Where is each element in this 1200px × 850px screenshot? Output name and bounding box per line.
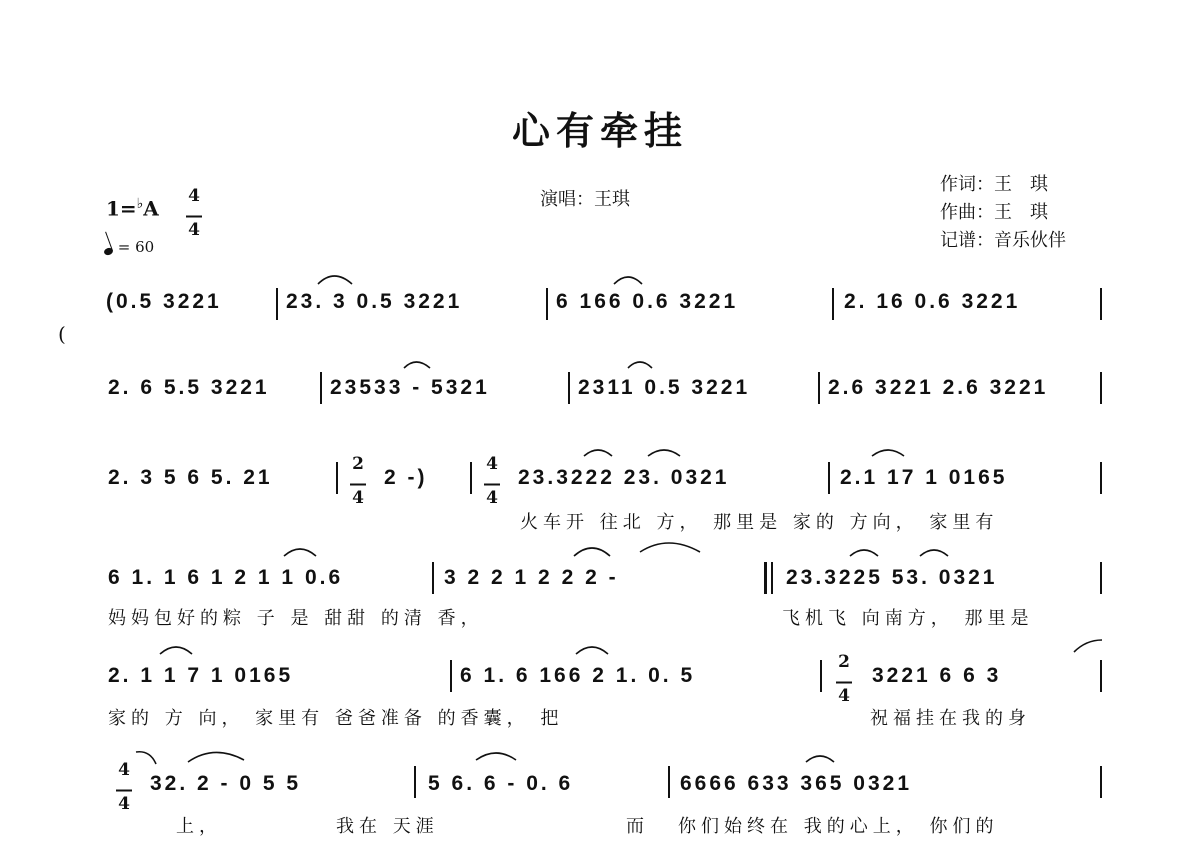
bar-line xyxy=(832,288,834,320)
slur-arc xyxy=(628,362,652,368)
row5-measure1: 2. 1 1 7 1 0165 xyxy=(108,664,294,687)
row6-measure2: 5 6. 6 - 0. 6 xyxy=(428,772,574,795)
bar-line xyxy=(568,372,570,404)
quarter-note-icon xyxy=(103,247,114,257)
song-title: 心有牵挂 xyxy=(511,108,688,153)
bar-line xyxy=(1100,766,1102,798)
slur-arc xyxy=(648,450,680,456)
slur-arc xyxy=(850,550,878,556)
transcriber-credit: 记谱：音乐伙伴 xyxy=(940,230,1066,251)
row5-time-sig xyxy=(836,654,852,705)
bar-line xyxy=(432,562,434,594)
tempo-marking xyxy=(104,238,154,256)
time-top: 4 xyxy=(188,186,200,206)
row4-measure1: 6 1. 1 6 1 2 1 1 0.6 xyxy=(108,566,344,589)
row6-lyrics-4: 你们始终在 我的心上， 你们的 xyxy=(678,816,999,837)
bar-line xyxy=(414,766,416,798)
bar-line xyxy=(1100,372,1102,404)
row6-lyrics-3: 而 xyxy=(626,816,649,837)
slur-arc xyxy=(574,548,610,556)
bar-line xyxy=(828,462,830,494)
slur-arc xyxy=(404,362,430,368)
slur-arc xyxy=(476,753,516,760)
slur-arc xyxy=(806,756,834,762)
slur-arc xyxy=(614,277,642,284)
row3-measure1: 2. 3 5 6 5. 21 xyxy=(108,466,273,489)
bar-line xyxy=(1100,462,1102,494)
time-bottom: 4 xyxy=(118,794,130,814)
row5-lyrics-2: 祝福挂在我的身 xyxy=(870,708,1031,729)
stray-parenthesis: ( xyxy=(58,322,66,346)
time-divider xyxy=(116,789,132,792)
time-divider xyxy=(186,215,202,218)
bar-line xyxy=(820,660,822,692)
bar-line xyxy=(668,766,670,798)
row3-time-sig-1 xyxy=(350,456,366,507)
bar-line xyxy=(546,288,548,320)
flat-sign: ♭ xyxy=(136,196,144,212)
row5-lyrics-1: 家的 方 向， 家里有 爸爸准备 的香囊， 把 xyxy=(108,708,564,729)
row5-measure2: 6 1. 6 166 2 1. 0. 5 xyxy=(460,664,696,687)
row2-measure4: 2.6 3221 2.6 3221 xyxy=(828,376,1049,399)
row1-measure4: 2. 16 0.6 3221 xyxy=(844,290,1021,313)
row3-measure2: 2 -) xyxy=(384,466,428,489)
time-bottom: 4 xyxy=(838,686,850,706)
row4-measure2: 3 2 2 1 2 2 2 - xyxy=(444,566,619,589)
row2-measure2: 23533 - 5321 xyxy=(330,376,490,399)
bar-line xyxy=(818,372,820,404)
time-top: 2 xyxy=(838,652,850,672)
time-top: 4 xyxy=(486,454,498,474)
row6-lyrics-1: 上， xyxy=(176,816,222,837)
slur-arc xyxy=(640,543,700,552)
key-note: A xyxy=(143,196,159,221)
time-divider xyxy=(350,483,366,486)
row3-time-sig-2 xyxy=(484,456,500,507)
time-bottom: 4 xyxy=(188,220,200,240)
row1-measure3: 6 166 0.6 3221 xyxy=(556,290,739,313)
lyricist-credit: 作词：王 琪 xyxy=(940,174,1048,195)
slur-arc xyxy=(188,752,244,762)
row4-measure3: 23.3225 53. 0321 xyxy=(786,566,998,589)
singer-credit: 演唱：王琪 xyxy=(540,189,630,210)
row4-lyrics-2: 飞机飞 向南方， 那里是 xyxy=(782,608,1034,629)
slur-arc xyxy=(920,550,948,556)
row4-lyrics-1: 妈妈包好的粽 子 是 甜甜 的清 香， xyxy=(108,608,484,629)
bar-line xyxy=(1100,288,1102,320)
time-top: 2 xyxy=(352,454,364,474)
composer-credit: 作曲：王 琪 xyxy=(940,202,1048,223)
slur-arc xyxy=(136,752,156,764)
row2-measure3: 2311 0.5 3221 xyxy=(578,376,751,399)
time-bottom: 4 xyxy=(486,488,498,508)
row3-measure4: 2.1 17 1 0165 xyxy=(840,466,1008,489)
bar-line xyxy=(450,660,452,692)
key-signature xyxy=(106,196,159,221)
time-divider xyxy=(836,681,852,684)
row3-lyrics: 火车开 往北 方， 那里是 家的 方向， 家里有 xyxy=(520,512,999,533)
row6-measure1: 32. 2 - 0 5 5 xyxy=(150,772,302,795)
bar-line xyxy=(320,372,322,404)
slur-arc xyxy=(284,549,316,556)
slur-arc xyxy=(872,450,904,456)
bar-line xyxy=(470,462,472,494)
row1-measure1: (0.5 3221 xyxy=(106,290,222,313)
time-signature xyxy=(186,188,202,239)
bar-line xyxy=(336,462,338,494)
slur-arc xyxy=(584,450,612,456)
row6-measure3: 6666 633 365 0321 xyxy=(680,772,913,795)
bar-line xyxy=(1100,660,1102,692)
row2-measure1: 2. 6 5.5 3221 xyxy=(108,376,270,399)
time-bottom: 4 xyxy=(352,488,364,508)
bar-line xyxy=(1100,562,1102,594)
time-top: 4 xyxy=(118,760,130,780)
row3-measure3: 23.3222 23. 0321 xyxy=(518,466,730,489)
slur-arc xyxy=(1074,640,1102,652)
slur-arc xyxy=(576,647,608,654)
row5-measure3: 3221 6 6 3 xyxy=(872,664,1002,687)
repeat-bar-line xyxy=(764,562,767,594)
slur-arc xyxy=(318,276,352,284)
row1-measure2: 23. 3 0.5 3221 xyxy=(286,290,463,313)
key-prefix: 1= xyxy=(106,196,137,221)
bar-line xyxy=(771,562,773,594)
bar-line xyxy=(276,288,278,320)
time-divider xyxy=(484,483,500,486)
row6-lyrics-2: 我在 天涯 xyxy=(336,816,439,837)
row6-time-sig xyxy=(116,762,132,813)
slur-arc xyxy=(160,647,192,654)
tempo-value: = 60 xyxy=(117,238,155,256)
